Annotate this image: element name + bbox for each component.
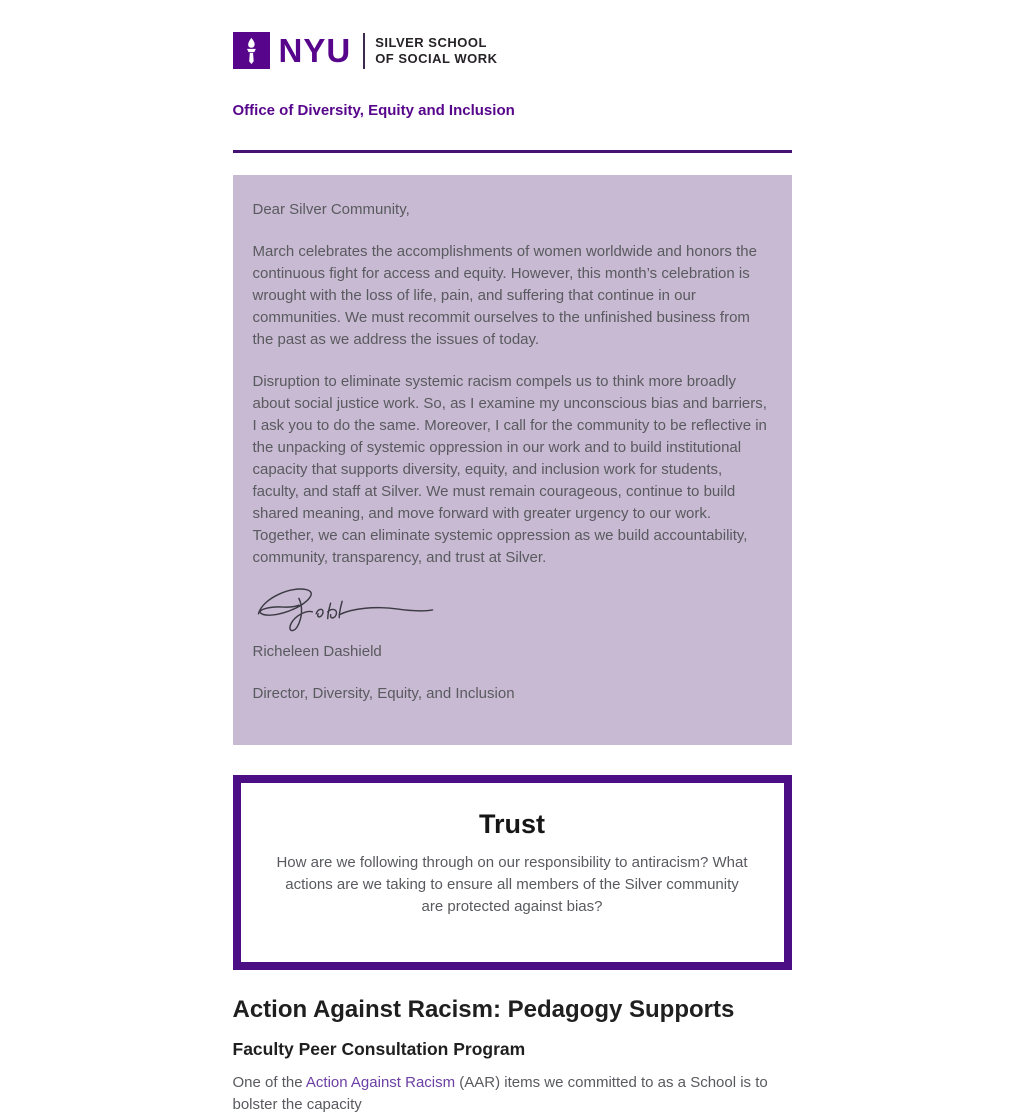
section-heading: Action Against Racism: Pedagogy Supports xyxy=(232,996,735,1023)
section-subheading: Faculty Peer Consultation Program xyxy=(232,1039,526,1059)
letter-salutation: Dear Silver Community, xyxy=(252,201,410,218)
trust-title: Trust xyxy=(478,809,545,839)
office-heading: Office of Diversity, Equity and Inclusion xyxy=(232,102,515,119)
trust-body: How are we following through on our responsibility to antiracism? What actions are we taking to ensure all members of the Silver community are protected against bias? xyxy=(276,854,748,915)
signer-name: Richeleen Dashield xyxy=(252,643,382,660)
nyu-torch-icon xyxy=(233,32,270,69)
letter-card xyxy=(233,175,792,745)
section-intro xyxy=(233,1072,792,1116)
signature-image xyxy=(253,583,772,633)
intro-text-prefix: One of the xyxy=(232,1074,306,1091)
nyu-silver-logo[interactable] xyxy=(233,32,792,69)
signature-block xyxy=(253,641,772,705)
school-name-line1: SILVER SCHOOL xyxy=(375,34,487,50)
action-against-racism-link[interactable]: Action Against Racism xyxy=(305,1074,456,1091)
purple-rule xyxy=(233,150,792,153)
signer-title: Director, Diversity, Equity, and Inclusion xyxy=(252,685,515,702)
trust-card xyxy=(233,775,792,970)
letter-paragraph-2: Disruption to eliminate systemic racism compels us to think more broadly about social justice work. So, as I examine my unconscious bias and barriers, I ask you to do the same. Moreover, I call for the community to be reflective in the unpacking of systemic oppression in our work and to build institutional capacity that supports diversity, equity, and inclusion work for students, faculty, and staff at Silver. We must remain courageous, continue to build shared meaning, and move forward with greater urgency to our work. Together, we can eliminate systemic oppression as we build accountability, community, transparency, and trust at Silver. xyxy=(252,373,767,566)
school-name-line2: OF SOCIAL WORK xyxy=(375,50,498,66)
logo-divider xyxy=(363,33,365,69)
nyu-wordmark: NYU xyxy=(278,32,352,69)
email-content xyxy=(233,0,792,1116)
intro-text-suffix: (AAR) items we committed to as a School is to bolster the capacity xyxy=(232,1074,768,1113)
school-name xyxy=(375,35,497,67)
letter-paragraph-1: March celebrates the accomplishments of women worldwide and honors the continuous fight for access and equity. However, this month’s celebration is wrought with the loss of life, pain, and suffering that continue in our communities. We must recommit ourselves to the unfinished business from the past as we address the issues of today. xyxy=(252,243,757,348)
